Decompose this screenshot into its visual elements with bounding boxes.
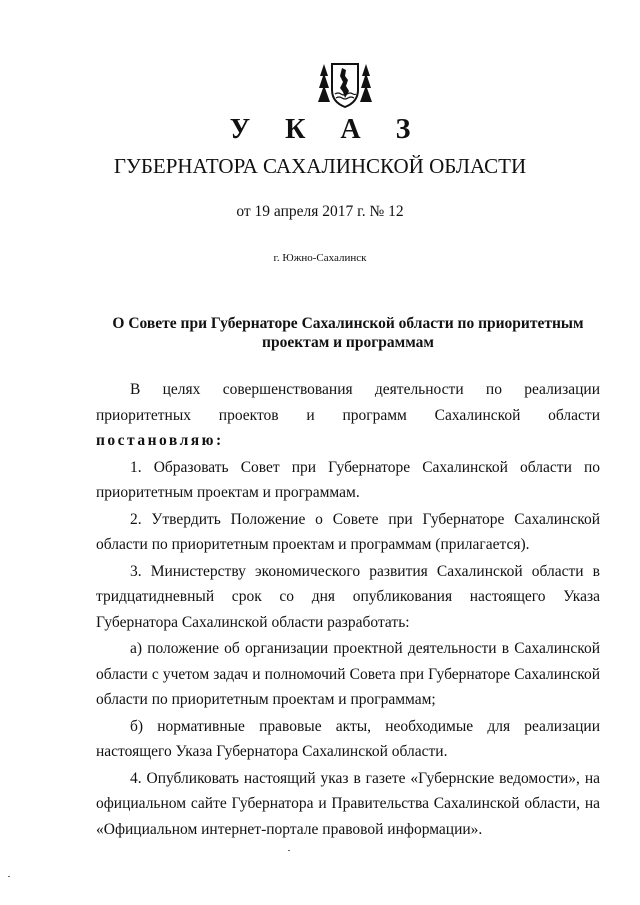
item-4-paragraph: 4. Опубликовать настоящий указ в газете «Губернские ведомости», на официальном сайте Губернатора и Правительства Сахалинской области, на «Официальном интернет-портале правовой информации». [96, 769, 600, 838]
item-1-paragraph: 1. Образовать Совет при Губернаторе Сахалинской области по приоритетным проектам и программам. [96, 458, 600, 501]
scan-speck [288, 850, 290, 851]
document-heading-line-1: О Совете при Губернаторе Сахалинской области по приоритетным [112, 315, 584, 332]
document-heading [96, 314, 600, 352]
document-type-title: У К А З [229, 114, 425, 145]
document-body [96, 377, 600, 843]
item-3-paragraph: 3. Министерству экономического развития Сахалинской области в тридцатидневный срок со дня опубликования настоящего Указа Губернатора Сахалинской области разработать: [96, 562, 600, 631]
item-2-paragraph: 2. Утвердить Положение о Совете при Губернаторе Сахалинской области по приоритетным проектам и программам (прилагается). [96, 510, 600, 553]
issue-city: г. Южно-Сахалинск [273, 252, 367, 264]
date-and-number: от 19 апреля 2017 г. № 12 [236, 203, 404, 220]
decree-word: постановляю: [96, 432, 224, 449]
item-3a-paragraph: а) положение об организации проектной деятельности в Сахалинской области с учетом задач и полномочий Совета при Губернаторе Сахалинской области по приоритетным проектам и программам; [96, 640, 600, 708]
coat-of-arms-icon [318, 58, 372, 110]
issuer-subtitle: ГУБЕРНАТОРА САХАЛИНСКОЙ ОБЛАСТИ [113, 154, 527, 178]
document-heading-line-2: проектам и программам [262, 334, 434, 351]
item-3b-paragraph: б) нормативные правовые акты, необходимые для реализации настоящего Указа Губернатора Сахалинской области. [96, 717, 600, 760]
scan-speck [8, 876, 10, 877]
preamble-paragraph [96, 377, 600, 454]
preamble-text: В целях совершенствования деятельности по реализации приоритетных проектов и программ Сахалинской области [96, 381, 600, 424]
